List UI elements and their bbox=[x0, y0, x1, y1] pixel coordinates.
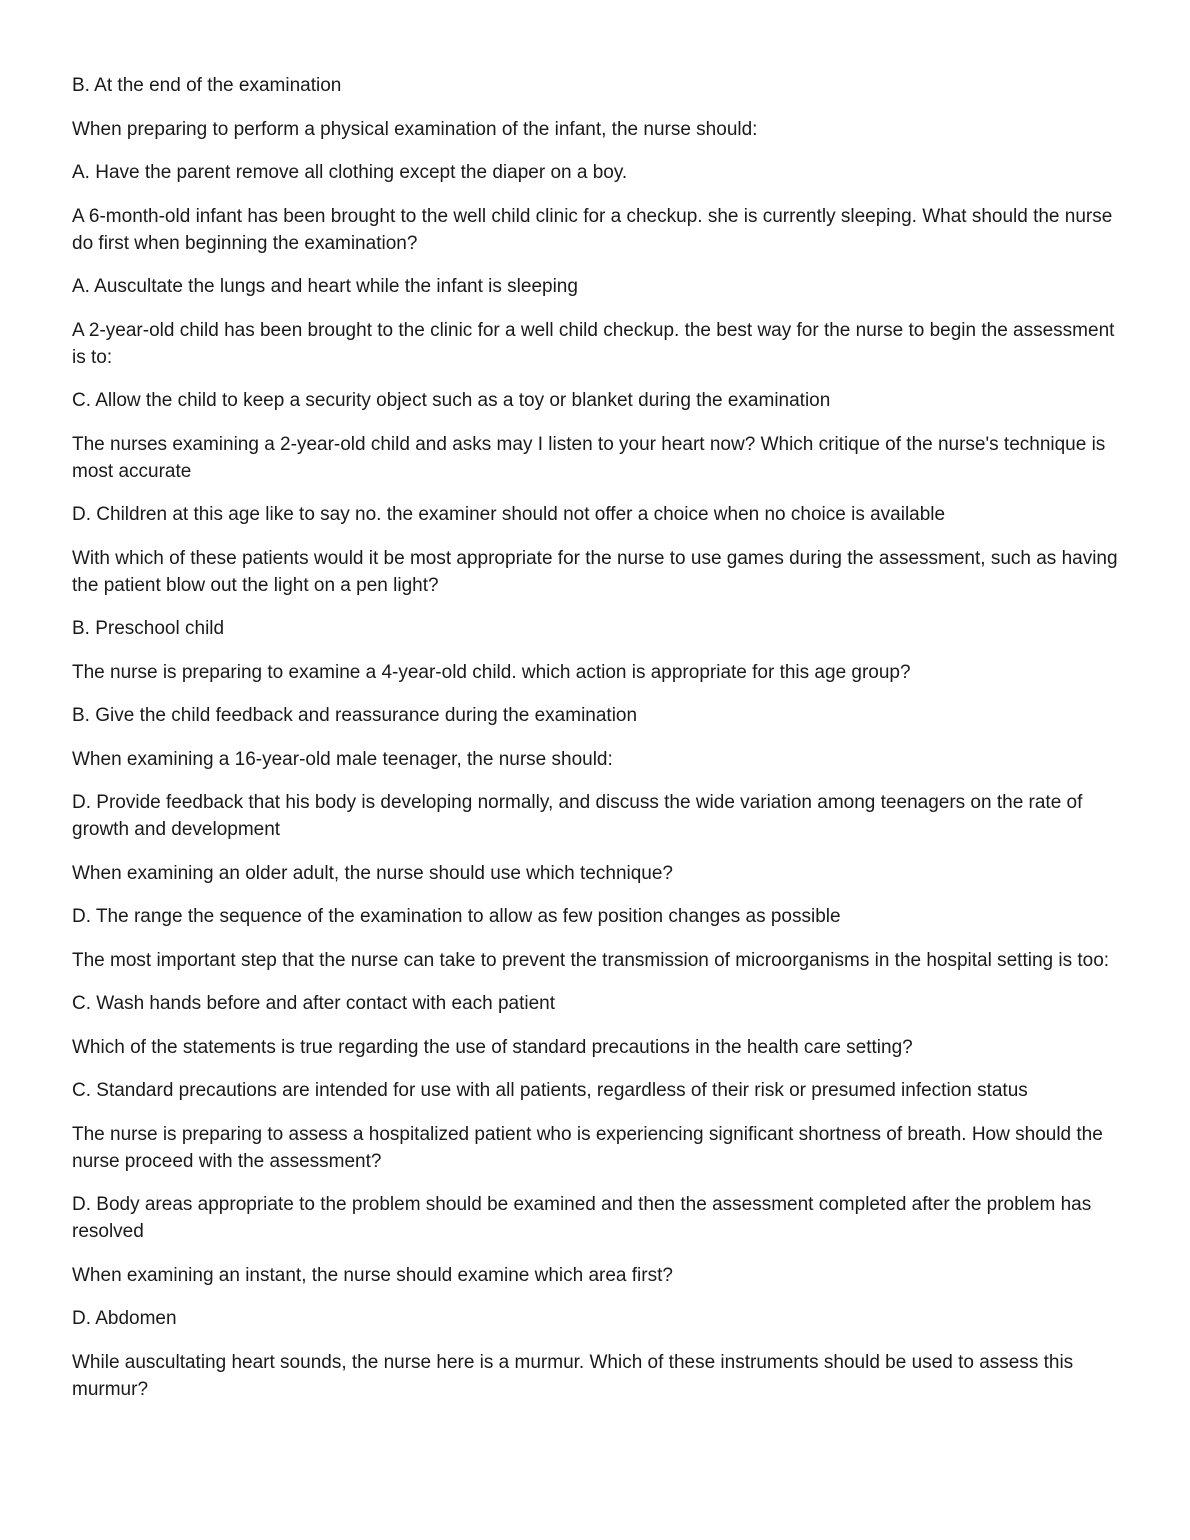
document-body bbox=[72, 72, 1118, 1419]
answer-text: B. At the end of the examination bbox=[72, 75, 342, 96]
question-text: The most important step that the nurse can take to prevent the transmission of microorganisms in the hospital setting is too: bbox=[72, 949, 1110, 971]
answer-text: D. Abdomen bbox=[72, 1308, 177, 1329]
answer-text: A. Have the parent remove all clothing except the diaper on a boy. bbox=[72, 162, 628, 183]
question-text: With which of these patients would it be most appropriate for the nurse to use games during the assessment, such as having the patient blow out the light on a pen light? bbox=[72, 547, 1118, 596]
question-text: When examining an older adult, the nurse should use which technique? bbox=[72, 862, 673, 884]
question-text: When preparing to perform a physical examination of the infant, the nurse should: bbox=[72, 118, 758, 140]
answer-text: C. Allow the child to keep a security object such as a toy or blanket during the examination bbox=[72, 390, 831, 411]
answer-text: C. Wash hands before and after contact with each patient bbox=[72, 993, 556, 1014]
question-text: A 2-year-old child has been brought to the clinic for a well child checkup. the best way for the nurse to begin the assessment is to: bbox=[72, 319, 1115, 368]
question-text: The nurses examining a 2-year-old child and asks may I listen to your heart now? Which critique of the nurse's technique is most accurate bbox=[72, 433, 1106, 482]
answer-text: A. Auscultate the lungs and heart while the infant is sleeping bbox=[72, 276, 578, 297]
answer-text: C. Standard precautions are intended for use with all patients, regardless of their risk or presumed infection status bbox=[72, 1080, 1028, 1101]
answer-text: B. Preschool child bbox=[72, 618, 225, 639]
question-text: When examining an instant, the nurse should examine which area first? bbox=[72, 1264, 673, 1286]
question-text: The nurse is preparing to examine a 4-year-old child. which action is appropriate for this age group? bbox=[72, 661, 911, 683]
answer-text: D. The range the sequence of the examination to allow as few position changes as possible bbox=[72, 906, 841, 927]
question-text: While auscultating heart sounds, the nurse here is a murmur. Which of these instruments should be used to assess this murmur? bbox=[72, 1351, 1074, 1400]
question-text: Which of the statements is true regarding the use of standard precautions in the health care setting? bbox=[72, 1036, 913, 1058]
answer-text: D. Body areas appropriate to the problem should be examined and then the assessment completed after the problem has resolved bbox=[72, 1194, 1092, 1242]
question-text: When examining a 16-year-old male teenager, the nurse should: bbox=[72, 748, 613, 770]
question-text: The nurse is preparing to assess a hospitalized patient who is experiencing significant shortness of breath. How should the nurse proceed with the assessment? bbox=[72, 1123, 1103, 1172]
question-text: A 6-month-old infant has been brought to the well child clinic for a checkup. she is currently sleeping. What should the nurse do first when beginning the examination? bbox=[72, 205, 1113, 254]
answer-text: D. Provide feedback that his body is developing normally, and discuss the wide variation among teenagers on the rate of growth and development bbox=[72, 792, 1083, 840]
answer-text: B. Give the child feedback and reassurance during the examination bbox=[72, 705, 638, 726]
answer-text: D. Children at this age like to say no. the examiner should not offer a choice when no choice is available bbox=[72, 504, 946, 525]
